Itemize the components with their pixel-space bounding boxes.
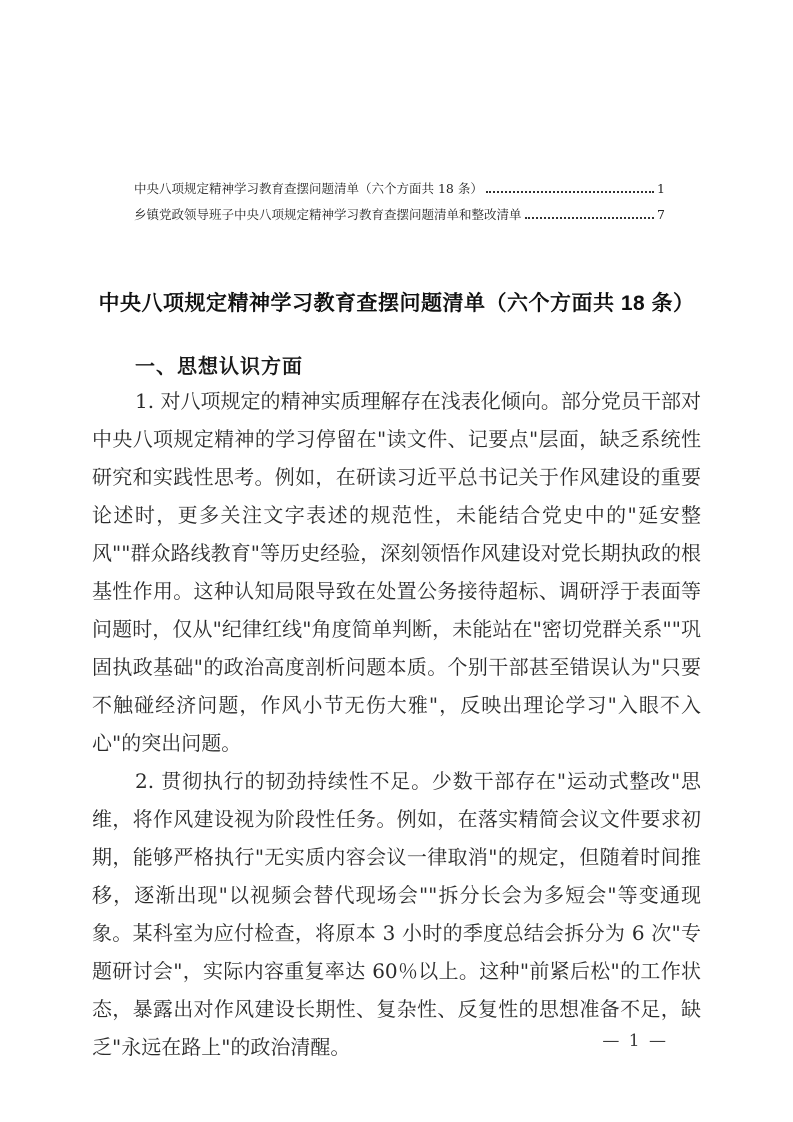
- toc-entry-page-number: 1: [657, 181, 665, 196]
- document-title: 中央八项规定精神学习教育查摆问题清单（六个方面共 18 条）: [98, 292, 695, 315]
- toc-entry-page-number: 7: [657, 207, 665, 222]
- page-number-footer: — 1 —: [602, 1031, 668, 1051]
- toc-entry-label: 中央八项规定精神学习教育查摆问题清单（六个方面共 18 条）: [134, 181, 483, 196]
- section-heading: 一、思想认识方面: [135, 356, 303, 378]
- paragraph-2: 2. 贯彻执行的韧劲持续性不足。少数干部存在"运动式整改"思维，将作风建设视为阶段性任务。例如，在落实精简会议文件要求初期，能够严格执行"无实质内容会议一律取消"的规定，但随着时间推移，逐渐出现"以视频会替代现场会""拆分长会为多短会"等变通现象。某科室为应付检查，将原本 3 小时的季度总结会拆分为 6 次"专题研讨会"，实际内容重复率达 60％以上。这种"前紧后松"的工作状态，暴露出对作风建设长期性、复杂性、反复性的思想准备不足，缺乏"永远在路上"的政治清醒。: [92, 769, 701, 1059]
- table-of-contents: [134, 176, 665, 228]
- paragraph-1: 1. 对八项规定的精神实质理解存在浅表化倾向。部分党员干部对中央八项规定精神的学习停留在"读文件、记要点"层面，缺乏系统性研究和实践性思考。例如，在研读习近平总书记关于作风建设的重要论述时，更多关注文字表述的规范性，未能结合党史中的"延安整风""群众路线教育"等历史经验，深刻领悟作风建设对党长期执政的根基性作用。这种认知局限导致在处置公务接待超标、调研浮于表面等问题时，仅从"纪律红线"角度简单判断，未能站在"密切党群关系""巩固执政基础"的政治高度剖析问题本质。个别干部甚至错误认为"只要不触碰经济问题，作风小节无伤大雅"，反映出理论学习"入眼不入心"的突出问题。: [92, 389, 701, 755]
- toc-entry: [134, 202, 665, 228]
- toc-dot-leader: [486, 191, 654, 193]
- toc-entry-label: 乡镇党政领导班子中央八项规定精神学习教育查摆问题清单和整改清单: [134, 207, 522, 222]
- document-body: [92, 382, 701, 1066]
- toc-dot-leader: [525, 217, 655, 219]
- toc-entry: [134, 176, 665, 202]
